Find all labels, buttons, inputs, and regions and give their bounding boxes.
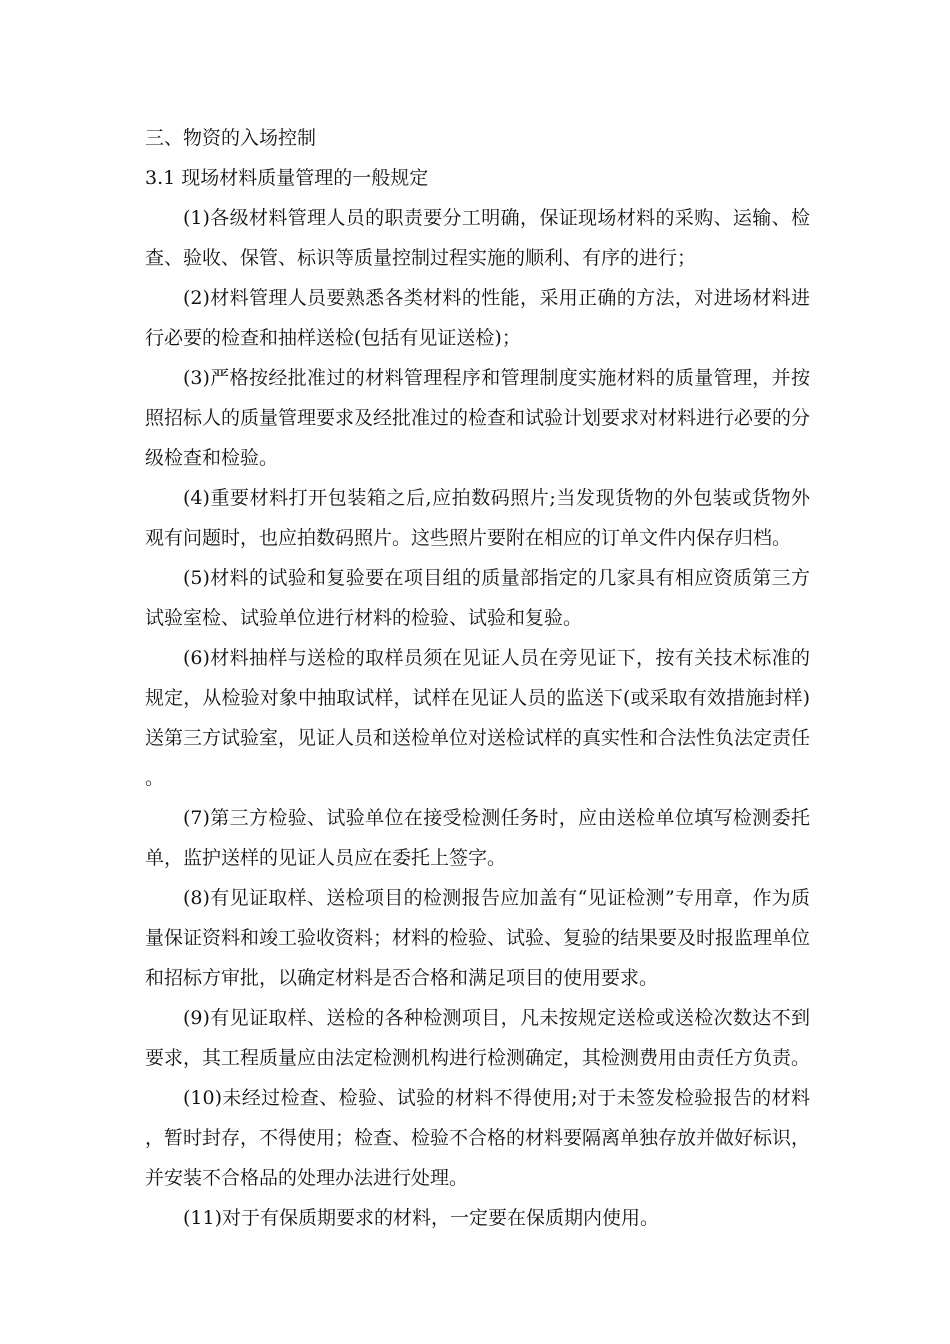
paragraph-9: (9)有见证取样、送检的各种检测项目，凡未按规定送检或送检次数达不到要求，其工程质量应由法定检测机构进行检测确定，其检测费用由责任方负责。 bbox=[145, 1007, 811, 1069]
paragraph-4: (4)重要材料打开包装箱之后,应拍数码照片;当发现货物的外包装或货物外观有问题时，也应拍数码照片。这些照片要附在相应的订单文件内保存归档。 bbox=[145, 487, 810, 549]
paragraph-5: (5)材料的试验和复验要在项目组的质量部指定的几家具有相应资质第三方试验室检、试验单位进行材料的检验、试验和复验。 bbox=[145, 567, 810, 629]
paragraph-2: (2)材料管理人员要熟悉各类材料的性能，采用正确的方法，对进场材料进行必要的检查和抽样送检(包括有见证送检)； bbox=[145, 287, 810, 349]
paragraph-3: (3)严格按经批准过的材料管理程序和管理制度实施材料的质量管理，并按照招标人的质量管理要求及经批准过的检查和试验计划要求对材料进行必要的分级检查和检验。 bbox=[145, 367, 811, 469]
paragraph-10: (10)未经过检查、检验、试验的材料不得使用;对于未签发检验报告的材料，暂时封存，不得使用；检查、检验不合格的材料要隔离单独存放并做好标识，并安装不合格品的处理办法进行处理。 bbox=[145, 1087, 811, 1189]
paragraph-6: (6)材料抽样与送检的取样员须在见证人员在旁见证下，按有关技术标准的规定，从检验对象中抽取试样，试样在见证人员的监送下(或采取有效措施封样)送第三方试验室，见证人员和送检单位对送检试样的真实性和合法性负法定责任。 bbox=[145, 647, 811, 789]
paragraph-11: (11)对于有保质期要求的材料，一定要在保质期内使用。 bbox=[183, 1207, 660, 1229]
paragraph-8: (8)有见证取样、送检项目的检测报告应加盖有“见证检测”专用章，作为质量保证资料和竣工验收资料；材料的检验、试验、复验的结果要及时报监理单位和招标方审批，以确定材料是否合格和满足项目的使用要求。 bbox=[145, 887, 811, 989]
subsection-title: 3.1 现场材料质量管理的一般规定 bbox=[145, 167, 429, 189]
paragraph-7: (7)第三方检验、试验单位在接受检测任务时，应由送检单位填写检测委托单，监护送样的见证人员应在委托上签字。 bbox=[145, 807, 810, 869]
document-page bbox=[145, 118, 810, 1238]
section-title: 三、物资的入场控制 bbox=[145, 127, 317, 149]
paragraph-1: (1)各级材料管理人员的职责要分工明确，保证现场材料的采购、运输、检查、验收、保管、标识等质量控制过程实施的顺利、有序的进行； bbox=[145, 207, 810, 269]
